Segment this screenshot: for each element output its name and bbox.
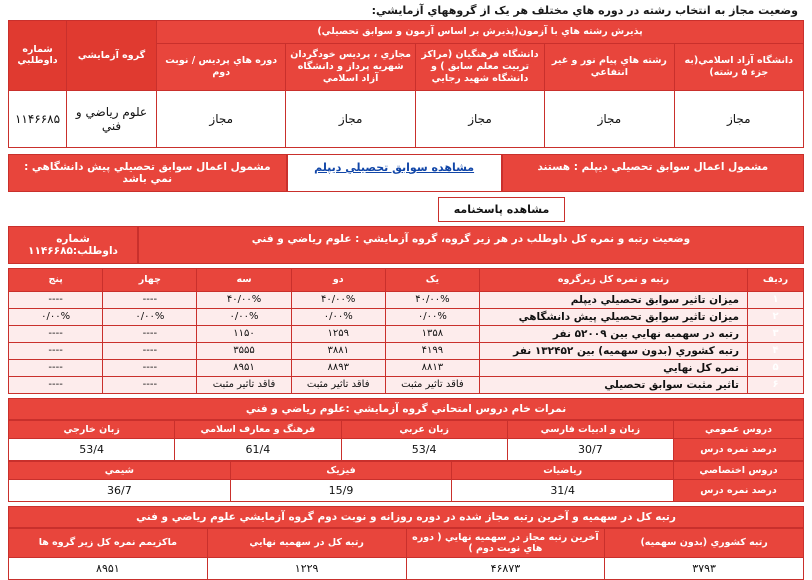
final-rank-col-max-score: ماکزيمم نمره کل زير گروه ها — [9, 528, 208, 557]
specialized-label: دروس اختصاصي — [674, 461, 804, 479]
rank-row-value-1: ۸۸۱۳ — [385, 359, 479, 376]
specialized-subject-row — [9, 461, 804, 479]
rank-row-value-4: ---- — [103, 342, 197, 359]
rank-row-no: ۱ — [748, 291, 804, 308]
diploma-band — [8, 154, 804, 192]
admission-value-candidate-no: ۱۱۴۶۶۸۵ — [9, 90, 67, 147]
admission-data-row — [9, 90, 804, 147]
rank-row-value-3: ۱۱۵۰ — [197, 325, 291, 342]
specialized-subject-3: شيمي — [9, 461, 231, 479]
general-scores-table — [8, 420, 804, 461]
rank-row-value-4: ---- — [103, 376, 197, 393]
rank-col-five: پنج — [9, 268, 103, 291]
admission-table — [8, 20, 804, 148]
rank-row-value-1: ۱۳۵۸ — [385, 325, 479, 342]
table-row — [9, 325, 804, 342]
rank-row-no: ۴ — [748, 342, 804, 359]
final-rank-header-row — [9, 528, 804, 557]
rank-table — [8, 268, 804, 394]
specialized-score-3: 36/7 — [9, 479, 231, 501]
final-rank-col-last-allowed: آخرين رتبه مجاز در سهميه نهايي ( دوره هاي نوبت دوم ) — [406, 528, 605, 557]
general-score-2: 53/4 — [341, 438, 507, 460]
admission-value-majazi: مجاز — [286, 90, 415, 147]
rank-row-no: ۲ — [748, 308, 804, 325]
rank-row-label: نمره کل نهايي — [480, 359, 748, 376]
general-score-1: 30/7 — [507, 438, 673, 460]
final-rank-col-quota: رتبه کل در سهميه نهايي — [207, 528, 406, 557]
general-pct-label: درصد نمره درس — [674, 438, 804, 460]
specialized-scores-table — [8, 461, 804, 502]
general-score-3: 61/4 — [175, 438, 341, 460]
admission-value-payamnoor: مجاز — [545, 90, 674, 147]
specialized-score-row — [9, 479, 804, 501]
raw-scores-title: نمرات خام دروس امتحاني گروه آزمايشي :علوم رياضي و فني — [8, 398, 804, 420]
rank-row-value-4: ۰/۰۰% — [103, 308, 197, 325]
rank-row-value-1: ۴۱۹۹ — [385, 342, 479, 359]
rank-row-value-4: ---- — [103, 325, 197, 342]
rank-row-no: ۵ — [748, 359, 804, 376]
rank-col-three: سه — [197, 268, 291, 291]
specialized-score-2: 15/9 — [230, 479, 452, 501]
rank-col-four: چهار — [103, 268, 197, 291]
final-rank-col-country: رتبه کشوري (بدون سهميه) — [605, 528, 804, 557]
diploma-status-label: مشمول اعمال سوابق تحصيلي ديپلم : هستند — [502, 154, 804, 192]
rank-row-value-2: ۰/۰۰% — [291, 308, 385, 325]
general-subject-4: زبان خارجي — [9, 420, 175, 438]
rank-row-value-4: ---- — [103, 359, 197, 376]
rank-row-value-5: ---- — [9, 291, 103, 308]
rank-row-value-3: ۰/۰۰% — [197, 308, 291, 325]
rank-row-value-4: ---- — [103, 291, 197, 308]
final-rank-table — [8, 528, 804, 580]
rank-row-value-1: فاقد تاثير مثبت — [385, 376, 479, 393]
admission-col-payamnoor: رشته هاي پيام نور و غير انتفاعي — [545, 44, 674, 91]
admission-group-header-row — [9, 21, 804, 44]
rank-row-no: ۶ — [748, 376, 804, 393]
general-subject-row — [9, 420, 804, 438]
table-row — [9, 342, 804, 359]
table-row — [9, 376, 804, 393]
final-rank-value-last-allowed: ۴۶۸۷۳ — [406, 557, 605, 579]
pre-university-status-label: مشمول اعمال سوابق تحصيلي پيش دانشگاهي : نمي باشد — [8, 154, 287, 192]
rank-row-value-3: ۴۰/۰۰% — [197, 291, 291, 308]
rank-row-label: ميزان تاثير سوابق تحصيلي ديپلم — [480, 291, 748, 308]
page-title: وضعيت مجاز به انتخاب رشته در دوره هاي مختلف هر يک از گروههاي آزمايشي: — [371, 4, 798, 17]
final-rank-value-quota: ۱۲۲۹ — [207, 557, 406, 579]
admission-value-farhangian: مجاز — [415, 90, 544, 147]
rank-row-value-5: ---- — [9, 376, 103, 393]
admission-col-azad: دانشگاه آزاد اسلامي(به جزء ۵ رشته) — [674, 44, 803, 91]
general-subject-2: زبان عربي — [341, 420, 507, 438]
table-row — [9, 359, 804, 376]
rank-col-one: يک — [385, 268, 479, 291]
rank-row-value-2: ۸۸۹۳ — [291, 359, 385, 376]
candidate-number-badge: شماره داوطلب:۱۱۴۶۶۸۵ — [8, 226, 138, 264]
rank-section-title: وضعيت رتبه و نمره کل داوطلب در هر زير گروه، گروه آزمايشي : علوم رياضي و فني — [138, 226, 804, 264]
rank-row-value-3: ۸۹۵۱ — [197, 359, 291, 376]
final-rank-title: رتبه کل در سهميه و آخرين رتبه مجاز شده در دوره روزانه و نوبت دوم گروه آزمايشي علوم رياضي و فني — [8, 506, 804, 528]
general-subject-3: فرهنگ و معارف اسلامي — [175, 420, 341, 438]
admission-group-header: پذيرش رشته هاي با آزمون(پذيرش بر اساس آزمون و سوابق تحصيلي) — [157, 21, 804, 44]
admission-col-nobat-dovom: دوره هاي پرديس / نوبت دوم — [157, 44, 286, 91]
rank-row-value-2: ۳۸۸۱ — [291, 342, 385, 359]
rank-row-value-1: ۰/۰۰% — [385, 308, 479, 325]
view-diploma-records-link[interactable]: مشاهده سوابق تحصيلي ديپلم — [287, 154, 502, 192]
admission-col-farhangian: دانشگاه فرهنگيان (مراکز تربيت معلم سابق ) و دانشگاه شهيد رجايي — [415, 44, 544, 91]
specialized-pct-label: درصد نمره درس — [674, 479, 804, 501]
view-answer-sheet-button[interactable]: مشاهده پاسخنامه — [438, 197, 565, 222]
rank-row-value-3: فاقد تاثير مثبت — [197, 376, 291, 393]
rank-title-band — [8, 226, 804, 264]
final-rank-value-max-score: ۸۹۵۱ — [9, 557, 208, 579]
admission-col-majazi: مجازي ، پرديس خودگردان شهريه پرداز و دانشگاه آزاد اسلامي — [286, 44, 415, 91]
table-row — [9, 291, 804, 308]
admission-col-candidate-no: شماره داوطلبي — [9, 21, 67, 91]
rank-row-value-5: ---- — [9, 325, 103, 342]
rank-row-label: رتبه کشوري (بدون سهميه) بين ۱۳۲۴۵۲ نفر — [480, 342, 748, 359]
rank-row-label: تاثير مثبت سوابق تحصيلي — [480, 376, 748, 393]
general-score-4: 53/4 — [9, 438, 175, 460]
rank-row-label: رتبه در سهميه نهايي بين ۵۲۰۰۹ نفر — [480, 325, 748, 342]
table-row — [9, 308, 804, 325]
rank-row-no: ۳ — [748, 325, 804, 342]
specialized-score-1: 31/4 — [452, 479, 674, 501]
admission-col-group: گروه آزمايشي — [67, 21, 157, 91]
rank-row-value-1: ۴۰/۰۰% — [385, 291, 479, 308]
rank-section-topbar — [8, 197, 804, 222]
rank-row-value-5: ---- — [9, 359, 103, 376]
admission-value-nobat-dovom: مجاز — [157, 90, 286, 147]
specialized-subject-2: فيزيک — [230, 461, 452, 479]
general-score-row — [9, 438, 804, 460]
rank-col-two: دو — [291, 268, 385, 291]
rank-row-value-2: فاقد تاثير مثبت — [291, 376, 385, 393]
rank-row-value-5: ---- — [9, 342, 103, 359]
rank-row-value-2: ۱۲۵۹ — [291, 325, 385, 342]
rank-table-header-row — [9, 268, 804, 291]
rank-row-value-3: ۳۵۵۵ — [197, 342, 291, 359]
final-rank-value-country: ۳۷۹۳ — [605, 557, 804, 579]
admission-value-azad: مجاز — [674, 90, 803, 147]
rank-col-title: رتبه و نمره کل زيرگروه — [480, 268, 748, 291]
final-rank-data-row — [9, 557, 804, 579]
rank-col-row: رديف — [748, 268, 804, 291]
rank-row-value-5: ۰/۰۰% — [9, 308, 103, 325]
admission-value-group: علوم رياضي و فني — [67, 90, 157, 147]
rank-row-label: ميزان تاثير سوابق تحصيلي پيش دانشگاهي — [480, 308, 748, 325]
rank-row-value-2: ۴۰/۰۰% — [291, 291, 385, 308]
general-subject-1: زبان و ادبيات فارسي — [507, 420, 673, 438]
specialized-subject-1: رياضيات — [452, 461, 674, 479]
general-label: دروس عمومي — [674, 420, 804, 438]
